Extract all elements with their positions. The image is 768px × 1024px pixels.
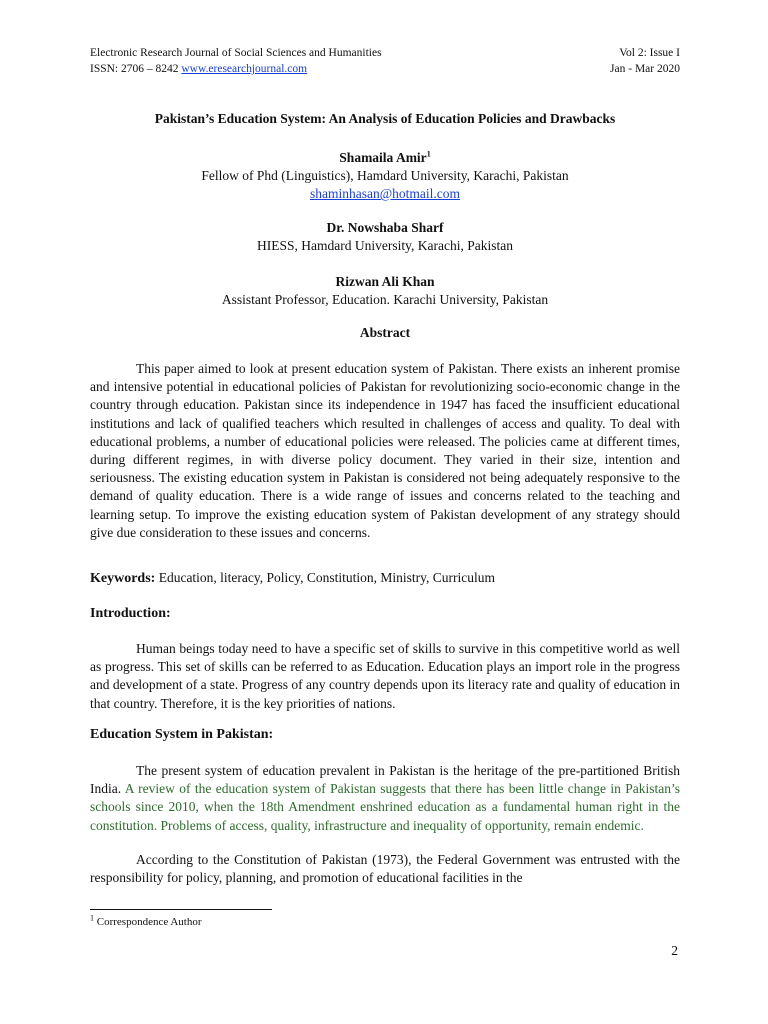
keywords-text: Education, literacy, Policy, Constitution, Ministry, Curriculum bbox=[155, 570, 496, 585]
author-block-2 bbox=[90, 219, 680, 255]
page-number: 2 bbox=[671, 943, 678, 958]
footnote-mark: 1 bbox=[90, 913, 94, 923]
abstract-heading: Abstract bbox=[359, 325, 411, 340]
introduction-heading: Introduction: bbox=[90, 606, 171, 621]
issn-line bbox=[90, 61, 382, 77]
author-name: Rizwan Ali Khan bbox=[335, 274, 435, 289]
education-system-heading: Education System in Pakistan: bbox=[90, 727, 274, 742]
education-system-paragraph-2: According to the Constitution of Pakistan (1973), the Federal Government was entrusted with the responsibility for policy, planning, and promotion of educational facilities in the bbox=[90, 852, 680, 886]
journal-name: Electronic Research Journal of Social Sciences and Humanities bbox=[90, 47, 382, 59]
education-system-paragraph-1 bbox=[90, 762, 680, 835]
author-affiliation: HIESS, Hamdard University, Karachi, Pakistan bbox=[257, 238, 513, 253]
keywords-line bbox=[90, 570, 495, 587]
author-affiliation: Assistant Professor, Education. Karachi University, Pakistan bbox=[221, 292, 549, 307]
paper-title: Pakistan’s Education System: An Analysis of Education Policies and Drawbacks bbox=[154, 111, 616, 126]
footnote-text: Correspondence Author bbox=[94, 916, 202, 928]
author-affiliation: Fellow of Phd (Linguistics), Hamdard University, Karachi, Pakistan bbox=[201, 168, 569, 183]
author-block-3 bbox=[90, 273, 680, 309]
author-email-link[interactable]: shaminhasan@hotmail.com bbox=[309, 186, 461, 201]
journal-url-link[interactable]: www.eresearchjournal.com bbox=[181, 63, 308, 75]
author-name bbox=[90, 149, 680, 167]
footnote bbox=[90, 913, 202, 928]
abstract-paragraph: This paper aimed to look at present education system of Pakistan. There exists an inherent promise and intensive potential in educational policies of Pakistan for revolutionizing socio-economic change in the country through education. Pakistan since its independence in 1947 has faced the insufficient educational institutions and lack of qualified teachers which resulted in challenges of access and quality. To deal with educational problems, a number of educational policies were released. The policies came at different times, during different regimes, in with diverse policy document. They varied in their size, intention and seriousness. The existing education system in Pakistan is considered not being adequately responsive to the demand of quality education. There is a wide range of issues and concerns related to the teaching and learning setup. To improve the existing education system of Pakistan development of any strategy should give due consideration to these issues and concerns. bbox=[90, 361, 680, 540]
keywords-label: Keywords: bbox=[90, 571, 156, 586]
issn: ISSN: 2706 – 8242 bbox=[90, 63, 179, 75]
paragraph-text: The present system of education prevalent in Pakistan is the heritage of the pre-partitioned British India. bbox=[90, 763, 680, 797]
footnote-divider bbox=[90, 909, 272, 910]
volume-issue: Vol 2: Issue I bbox=[619, 47, 680, 59]
document-page bbox=[90, 0, 680, 1024]
author-name: Dr. Nowshaba Sharf bbox=[326, 220, 444, 235]
footnote-marker: 1 bbox=[426, 149, 431, 159]
issue-date: Jan - Mar 2020 bbox=[610, 63, 680, 75]
journal-header-right bbox=[610, 45, 680, 77]
author-name-text: Shamaila Amir bbox=[339, 150, 427, 165]
introduction-paragraph: Human beings today need to have a specific set of skills to survive in this competitive world as well as progress. This set of skills can be referred to as Education. Education plays an import role in the progress and development of a state. Progress of any country depends upon its literacy rate and quality of education in that country. Therefore, it is the key priorities of nations. bbox=[90, 641, 680, 711]
highlighted-text: A review of the education system of Pakistan suggests that there has been little change in Pakistan’s schools since 2010, when the 18th Amendment enshrined education as a fundamental human right in the constitution. Problems of access, quality, infrastructure and inequality of opportunity, remain endemic. bbox=[90, 781, 681, 833]
journal-header-left bbox=[90, 45, 382, 77]
author-block-1 bbox=[90, 149, 680, 203]
